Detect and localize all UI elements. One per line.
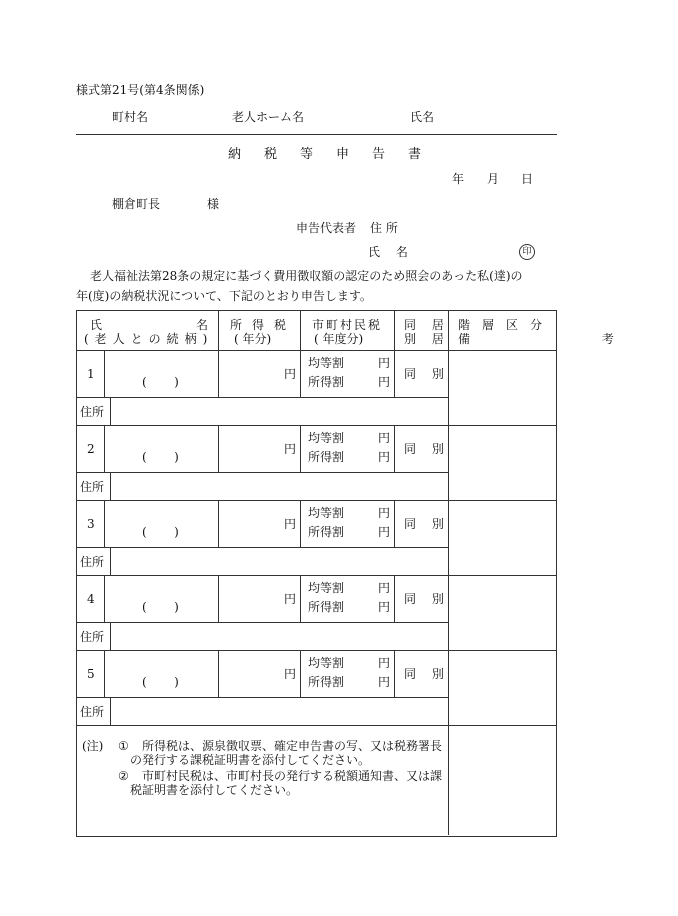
row-divider [76, 697, 448, 698]
per-capita-yen: 円 [378, 581, 391, 595]
income-levy-label: 所得割 [308, 450, 345, 464]
row-divider [300, 650, 301, 697]
row-divider [300, 500, 301, 547]
header-col-divider-1 [218, 310, 219, 350]
row-divider [104, 350, 105, 397]
row-divider [76, 725, 557, 726]
date-month: 月 [487, 172, 500, 186]
header-cohab: 同 居 [404, 318, 450, 332]
row-relation: ( ) [142, 375, 183, 389]
row-number: 1 [87, 367, 95, 381]
row-divider [104, 650, 105, 697]
note-1-line-2: の発行する課税証明書を添付してください。 [130, 753, 371, 767]
header-income-tax-sub: ( 年分) [234, 332, 272, 346]
row-relation: ( ) [142, 675, 183, 689]
row-divider [104, 575, 105, 622]
table-row [76, 650, 557, 725]
declarant-address-label: 住 所 [370, 221, 398, 235]
row-divider [76, 622, 448, 623]
income-tax-yen: 円 [284, 517, 297, 531]
row-divider [76, 472, 448, 473]
header-class: 階層区分 [458, 318, 555, 332]
header-income-tax: 所得税 [230, 318, 297, 332]
addressee-name: 棚倉町長 [112, 197, 161, 211]
table-row [76, 425, 557, 500]
date-day: 日 [521, 172, 534, 186]
header-town-label: 町村名 [112, 110, 149, 124]
income-tax-yen: 円 [284, 442, 297, 456]
address-label: 住所 [80, 480, 105, 494]
income-tax-yen: 円 [284, 667, 297, 681]
form-number: 様式第21号(第4条関係) [76, 83, 205, 97]
row-divider [104, 425, 105, 472]
intro-line-1: 老人福祉法第28条の規定に基づく費用徴収額の認定のため照会のあった私(達)の [90, 269, 523, 283]
per-capita-label: 均等割 [308, 431, 345, 445]
addressee-honorific: 様 [207, 197, 220, 211]
cohab-status: 同 別 [404, 442, 450, 456]
row-divider [218, 425, 219, 472]
table-row [76, 350, 557, 425]
income-tax-yen: 円 [284, 367, 297, 381]
row-divider [76, 397, 448, 398]
row-relation: ( ) [142, 600, 183, 614]
intro-line-2: 年(度)の納税状況について、下記のとおり申告します。 [76, 289, 372, 303]
income-levy-label: 所得割 [308, 525, 345, 539]
header-name-right: 名 [196, 318, 209, 332]
row-relation: ( ) [142, 525, 183, 539]
per-capita-yen: 円 [378, 356, 391, 370]
header-underline [76, 134, 557, 135]
header-separate: 別 居 [404, 332, 450, 346]
per-capita-yen: 円 [378, 656, 391, 670]
per-capita-label: 均等割 [308, 356, 345, 370]
note-2-mark: ② [118, 769, 129, 783]
income-tax-yen: 円 [284, 592, 297, 606]
row-divider [300, 425, 301, 472]
per-capita-label: 均等割 [308, 581, 345, 595]
income-levy-label: 所得割 [308, 375, 345, 389]
row-divider [218, 350, 219, 397]
header-name: 氏 [90, 318, 103, 332]
notes-label: (注) [82, 739, 104, 753]
row-divider [76, 547, 448, 548]
row-divider [300, 575, 301, 622]
declarant-name-label: 氏 名 [368, 245, 414, 259]
table-row [76, 575, 557, 650]
income-levy-yen: 円 [378, 675, 391, 689]
row-divider [110, 697, 111, 725]
cohab-status: 同 別 [404, 517, 450, 531]
header-home-label: 老人ホーム名 [232, 110, 305, 124]
row-number: 3 [87, 517, 95, 531]
cohab-status: 同 別 [404, 667, 450, 681]
header-col-divider-2 [300, 310, 301, 350]
page-title: 納税等申告書 [228, 147, 445, 162]
header-remarks: 備 考 [458, 332, 678, 346]
income-levy-yen: 円 [378, 375, 391, 389]
header-municipal-tax-sub: ( 年度分) [314, 332, 364, 346]
note-1-mark: ① [118, 739, 129, 753]
note-2-line-1: 市町村民税は、市町村長の発行する税額通知書、又は課 [142, 769, 443, 783]
per-capita-yen: 円 [378, 431, 391, 445]
per-capita-label: 均等割 [308, 506, 345, 520]
row-number: 2 [87, 442, 95, 456]
row-relation: ( ) [142, 450, 183, 464]
row-divider [218, 575, 219, 622]
declarant-label: 申告代表者 [296, 221, 357, 235]
seal-icon: 印 [519, 244, 535, 260]
cohab-status: 同 別 [404, 592, 450, 606]
note-1-line-1: 所得税は、源泉徴収票、確定申告書の写、又は税務署長 [142, 739, 443, 753]
income-levy-label: 所得割 [308, 675, 345, 689]
table-row [76, 500, 557, 575]
address-label: 住所 [80, 555, 105, 569]
income-levy-label: 所得割 [308, 600, 345, 614]
row-divider [300, 350, 301, 397]
tax-table [76, 310, 678, 837]
header-relation: (老人との続柄) [84, 332, 214, 346]
row-divider [110, 622, 111, 650]
row-divider [110, 472, 111, 500]
row-divider [394, 650, 395, 697]
row-divider [110, 547, 111, 575]
row-number: 4 [87, 592, 95, 606]
date-year: 年 [452, 172, 465, 186]
header-name-label: 氏名 [410, 110, 435, 124]
row-divider [110, 397, 111, 425]
address-label: 住所 [80, 630, 105, 644]
row-divider [394, 575, 395, 622]
row-divider [104, 500, 105, 547]
address-label: 住所 [80, 705, 105, 719]
row-number: 5 [87, 667, 95, 681]
row-divider [394, 500, 395, 547]
income-levy-yen: 円 [378, 450, 391, 464]
per-capita-label: 均等割 [308, 656, 345, 670]
row-divider [218, 500, 219, 547]
row-divider [394, 425, 395, 472]
row-divider [218, 650, 219, 697]
income-levy-yen: 円 [378, 600, 391, 614]
address-label: 住所 [80, 405, 105, 419]
header-municipal-tax: 市町村民税 [312, 318, 383, 332]
row-divider [394, 350, 395, 397]
income-levy-yen: 円 [378, 525, 391, 539]
note-2-line-2: 税証明書を添付してください。 [130, 783, 299, 797]
cohab-status: 同 別 [404, 367, 450, 381]
header-col-divider-3 [394, 310, 395, 350]
per-capita-yen: 円 [378, 506, 391, 520]
